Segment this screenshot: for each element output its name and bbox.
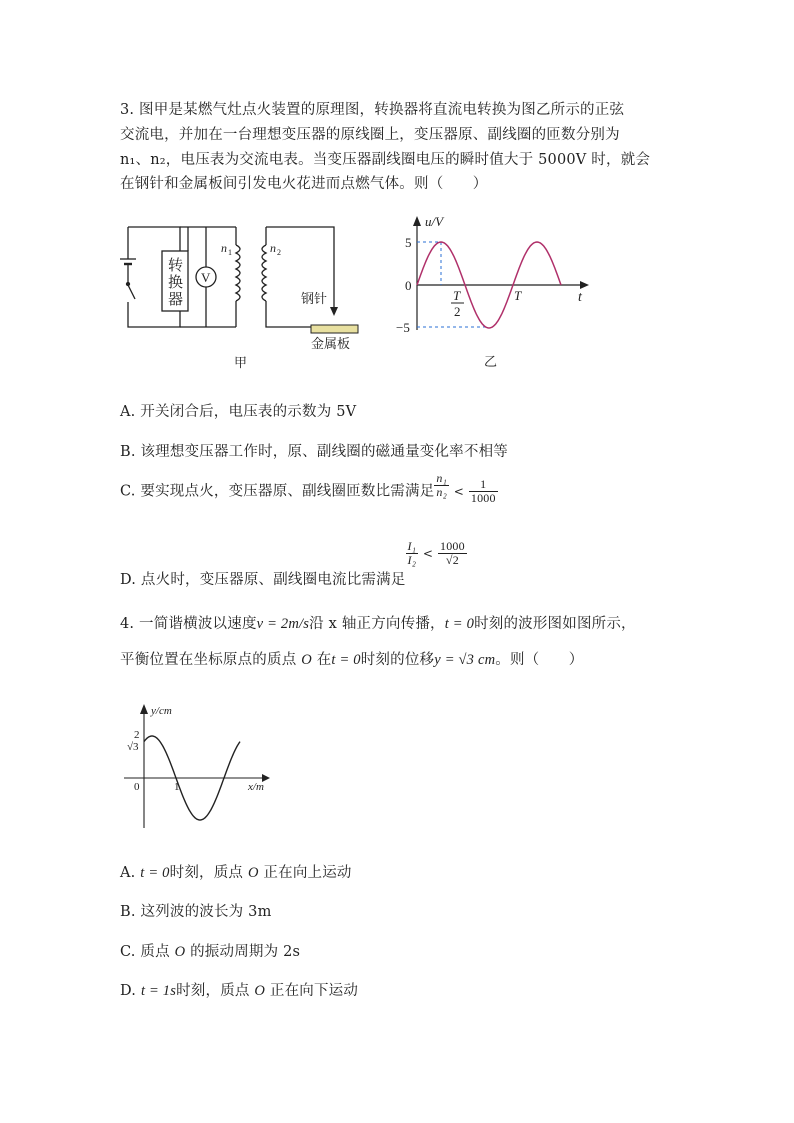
yi-t-half-den: 2	[454, 304, 461, 319]
needle-label: 钢针	[301, 292, 328, 307]
q4-ysqrt3: √3	[127, 741, 139, 753]
q3-option-b: B. 该理想变压器工作时，原、副线圈的磁通量变化率不相等	[120, 444, 508, 460]
q4-stem-part: 沿 x 轴正方向传播，	[309, 616, 445, 632]
q3-stem-line2: 交流电，并加在一台理想变压器的原线圈上，变压器原、副线圈的匝数分别为	[120, 127, 620, 143]
q3-option-d-lhs: $\frac{\text{I₁}}{\text{I₂}}$	[407, 539, 417, 567]
q4-option-a	[120, 861, 352, 882]
q4-point-o: O	[301, 652, 312, 668]
yi-y-zero: 0	[405, 278, 412, 293]
figure-yi-caption: 乙	[484, 355, 498, 370]
q4-stem-part: 。则（ ）	[495, 652, 584, 668]
q4-option-d-part: 正在向下运动	[265, 983, 359, 999]
q4-option-d-part: D.	[120, 983, 141, 999]
q3-option-a: A. 开关闭合后，电压表的示数为 5V	[120, 404, 357, 420]
q4-x1: 1	[174, 781, 180, 793]
q4-option-c-part: 的振动周期为 2s	[185, 944, 301, 960]
q4-stem-part: 时刻的位移	[360, 652, 435, 668]
plate-label: 金属板	[311, 337, 351, 352]
q3-option-c	[120, 471, 498, 505]
q4-option-d-part: 时刻，质点	[176, 983, 255, 999]
yi-t-full: T	[514, 288, 522, 303]
q4-stem-line2	[120, 648, 583, 669]
svg-text:换: 换	[168, 275, 184, 291]
yi-xlabel: t	[578, 290, 582, 305]
q3-stem-line3: n₁、n₂，电压表为交流电表。当变压器副线圈电压的瞬时值大于 5000V 时，就会	[120, 152, 651, 168]
yi-y-bottom: −5	[396, 320, 410, 335]
n1-label: n	[221, 241, 227, 255]
q3-option-d-text: D. 点火时，变压器原、副线圈电流比需满足	[120, 571, 406, 588]
q4-option-c-point: O	[174, 944, 186, 960]
svg-text:转: 转	[168, 258, 184, 274]
q4-option-b: B. 这列波的波长为 3m	[120, 904, 272, 920]
figure-jia-caption: 甲	[234, 356, 248, 371]
q3-option-d-rel: <	[422, 546, 434, 561]
figure-jia-circuit	[118, 215, 368, 375]
q4-time: t = 0	[331, 652, 361, 668]
q3-option-d-rhs: $\frac{1000}{√2}$	[440, 539, 465, 567]
q4-option-c-part: C. 质点	[120, 944, 175, 960]
svg-text:器: 器	[168, 292, 184, 308]
q4-speed: v = 2m/s	[256, 616, 310, 632]
q4-stem-part: 4. 一简谐横波以速度	[120, 616, 257, 632]
n2-label: n	[270, 241, 276, 255]
q3-option-c-text: C. 要实现点火，变压器原、副线圈匝数比需满足	[120, 483, 435, 500]
q3-option-c-rel: <	[453, 484, 465, 499]
q4-ylabel: y/cm	[151, 705, 172, 717]
q4-y2: 2	[134, 729, 140, 741]
q4-option-a-part: 正在向上运动	[258, 865, 352, 881]
q3-option-c-rhs: $\frac{1}{1000}$	[470, 477, 496, 505]
q4-option-a-time: t = 0	[140, 865, 170, 881]
q4-stem-part: 时刻的波形图如图所示，	[474, 616, 636, 632]
q4-time: t = 0	[444, 616, 475, 632]
q4-stem-line1	[120, 612, 636, 633]
q4-option-d	[120, 979, 358, 1000]
q4-xlabel: x/m	[248, 781, 264, 793]
yi-t-half-num: T	[453, 288, 461, 303]
q4-wave-graph	[118, 700, 278, 830]
q4-stem-part: 在	[311, 652, 332, 668]
q3-option-d	[120, 539, 467, 588]
q4-stem-part: 平衡位置在坐标原点的质点	[120, 652, 302, 668]
converter-label	[168, 257, 183, 308]
q3-option-c-lhs: $\frac{\text{n₁}}{\text{n₂}}$	[436, 471, 447, 499]
q4-option-d-point: O	[254, 983, 266, 999]
q4-option-d-time: t = 1s	[140, 983, 177, 999]
n2-subscript: 2	[277, 248, 281, 257]
q4-option-a-part: 时刻，质点	[169, 865, 248, 881]
voltmeter-symbol: V	[201, 270, 211, 285]
q4-option-c	[120, 940, 300, 961]
n1-subscript: 1	[228, 248, 232, 257]
yi-y-top: 5	[405, 235, 412, 250]
q3-stem-line1: 3. 图甲是某燃气灶点火装置的原理图，转换器将直流电转换为图乙所示的正弦	[120, 102, 625, 118]
q4-origin: 0	[134, 781, 140, 793]
q3-stem-line4: 在钢针和金属板间引发电火花进而点燃气体。则（ ）	[120, 176, 488, 192]
figure-yi-graph	[392, 210, 602, 375]
q4-option-a-point: O	[247, 865, 259, 881]
q4-option-a-part: A.	[120, 865, 141, 881]
yi-ylabel: u/V	[425, 214, 444, 229]
q4-displacement: y = √3 cm	[434, 652, 496, 668]
